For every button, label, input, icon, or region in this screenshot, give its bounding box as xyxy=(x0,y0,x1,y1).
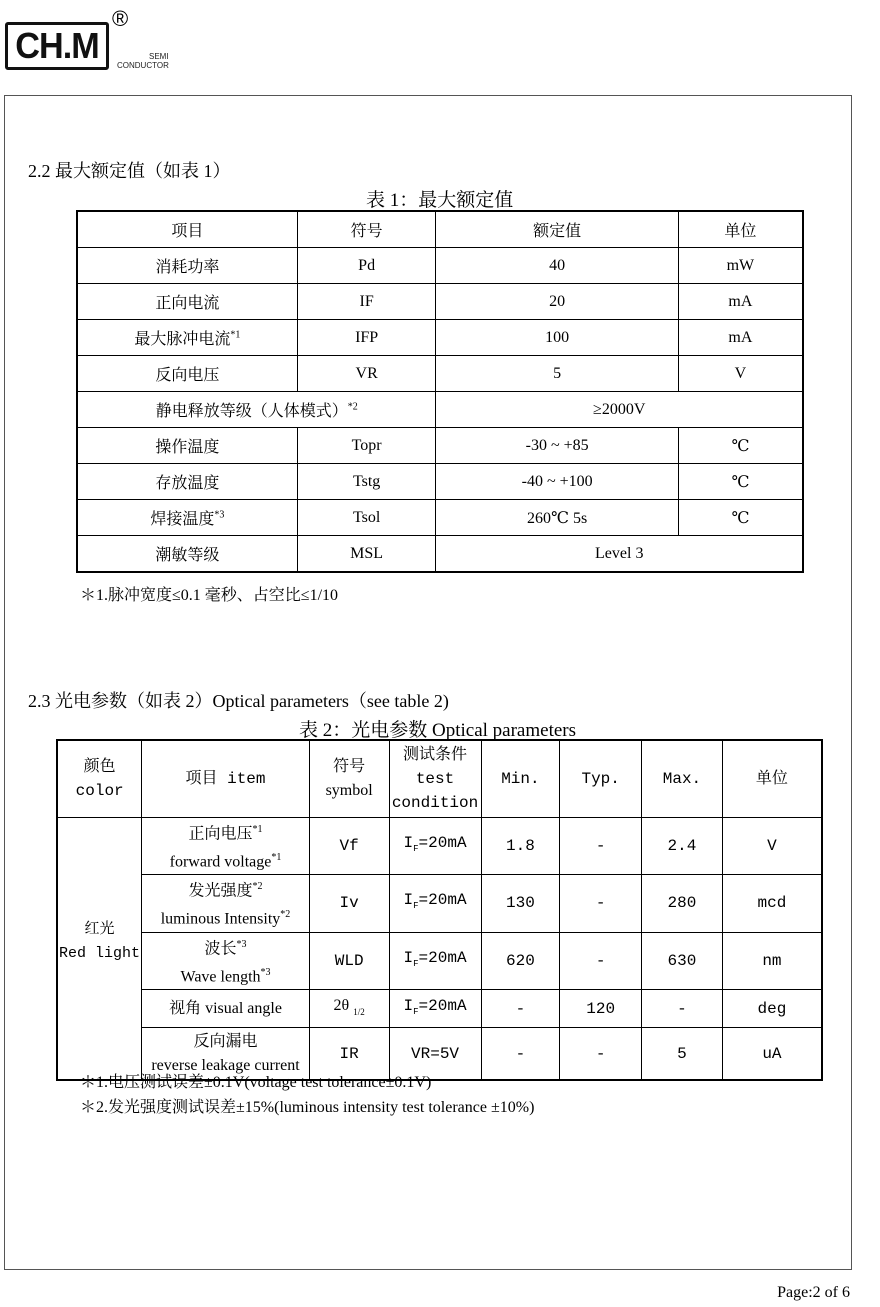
condition-cell xyxy=(389,990,481,1028)
unit-cell: V xyxy=(722,817,822,875)
table-row xyxy=(77,464,803,500)
typ-cell: - xyxy=(560,875,642,933)
cond-rest: =20mA xyxy=(418,996,467,1015)
typ-cell: 120 xyxy=(560,990,642,1028)
value-cell: Level 3 xyxy=(436,536,803,573)
registered-mark: ® xyxy=(112,6,129,31)
table2-caption: 表 2：光电参数 Optical parameters xyxy=(299,720,577,741)
condition-cell xyxy=(389,875,481,933)
table-row xyxy=(57,817,822,875)
table-row xyxy=(57,990,822,1028)
item-cell xyxy=(77,428,297,464)
item-cell: 视角 visual angle xyxy=(142,990,309,1028)
cond-i: I xyxy=(403,891,414,910)
footnote-mark: *3 xyxy=(214,509,225,521)
typ-cell: - xyxy=(560,817,642,875)
unit-cell: V xyxy=(678,356,803,392)
typ-cell: - xyxy=(560,1028,642,1080)
item-en: Wave length xyxy=(180,968,261,986)
item-cell xyxy=(77,320,297,356)
unit-cell: ℃ xyxy=(678,464,803,500)
cond-rest: =20mA xyxy=(418,891,467,910)
item-cell xyxy=(142,875,309,933)
unit-cell: nm xyxy=(722,932,822,990)
company-logo xyxy=(5,22,109,70)
cond-rest: =20mA xyxy=(418,949,467,968)
table-row xyxy=(77,428,803,464)
item-text: 正向电流 xyxy=(155,295,220,312)
header-symbol xyxy=(309,740,389,817)
unit-cell: mA xyxy=(678,284,803,320)
condition-cell: VR=5V xyxy=(389,1028,481,1080)
table-row xyxy=(77,320,803,356)
item-text: 存放温度 xyxy=(155,475,220,492)
item-cell xyxy=(77,536,297,573)
header-max: Max. xyxy=(642,740,723,817)
symbol-cell: Tstg xyxy=(297,464,436,500)
section-2-2-heading: 2.2 最大额定值（如表 1） xyxy=(28,161,231,181)
page-number: Page:2 of 6 xyxy=(777,1284,850,1301)
table-header-row xyxy=(57,740,822,817)
item-en: luminous Intensity xyxy=(160,910,281,928)
footnote-mark: *2 xyxy=(347,401,358,413)
item-cn: 反向漏电 xyxy=(193,1032,258,1050)
header-cell: 项目 xyxy=(77,211,297,248)
footnote-mark: *3 xyxy=(236,938,247,950)
item-cell xyxy=(77,464,297,500)
table-row xyxy=(77,248,803,284)
min-cell: 130 xyxy=(481,875,560,933)
condition-cell xyxy=(389,932,481,990)
header-color: 颜色 color xyxy=(57,740,142,817)
item-cell xyxy=(77,392,436,428)
max-cell: - xyxy=(642,990,723,1028)
semiconductor-label xyxy=(117,52,169,70)
header-min: Min. xyxy=(481,740,560,817)
symbol-cell: IFP xyxy=(297,320,436,356)
max-ratings-table xyxy=(76,210,804,573)
table2-footnote-1: ＊1.电压测试误差±0.1V(voltage test tolerance±0.1V) xyxy=(80,1074,432,1091)
logo-mark: CH.M xyxy=(15,25,99,66)
table-row xyxy=(77,392,803,428)
symbol-cell: MSL xyxy=(297,536,436,573)
footnote-mark: *1 xyxy=(230,329,241,341)
item-cell xyxy=(77,248,297,284)
section-2-3-heading: 2.3 光电参数（如表 2）Optical parameters（see table 2) xyxy=(28,691,449,711)
symbol-cell: Vf xyxy=(309,817,389,875)
cond-sub: F xyxy=(413,1007,419,1018)
header-unit: 单位 xyxy=(722,740,822,817)
item-text: 反向电压 xyxy=(155,367,220,384)
symbol-cell: Pd xyxy=(297,248,436,284)
min-cell: - xyxy=(481,1028,560,1080)
symbol-cell: IR xyxy=(309,1028,389,1080)
symbol-text: 2θ xyxy=(333,997,350,1015)
header-cond-cn: 测试条件 xyxy=(403,745,468,764)
item-text: 静电释放等级（人体模式） xyxy=(155,403,348,420)
conductor-text: CONDUCTOR xyxy=(117,61,169,70)
min-cell: 620 xyxy=(481,932,560,990)
symbol-cell xyxy=(309,990,389,1028)
item-text: 潮敏等级 xyxy=(155,547,220,564)
color-cell-lower xyxy=(57,990,142,1080)
max-cell: 5 xyxy=(642,1028,723,1080)
footnote-mark: *2 xyxy=(280,909,291,921)
item-text: 操作温度 xyxy=(155,439,220,456)
footnote-mark: *3 xyxy=(260,967,271,979)
item-cell xyxy=(77,356,297,392)
unit-cell: mW xyxy=(678,248,803,284)
symbol-sub: 1/2 xyxy=(353,1006,365,1017)
cond-i: I xyxy=(403,949,414,968)
header-typ: Typ. xyxy=(560,740,642,817)
header-item: 项目 item xyxy=(142,740,309,817)
cond-i: I xyxy=(403,996,414,1015)
table-row xyxy=(77,536,803,573)
cond-sub: F xyxy=(413,843,419,854)
item-en: reverse leakage current xyxy=(151,1056,300,1074)
semi-text: SEMI xyxy=(149,52,169,61)
symbol-cell: Topr xyxy=(297,428,436,464)
item-text: 消耗功率 xyxy=(155,259,220,276)
typ-cell: - xyxy=(560,932,642,990)
unit-cell: deg xyxy=(722,990,822,1028)
cond-rest: =20mA xyxy=(418,833,467,852)
cond-i: I xyxy=(403,833,414,852)
footnote-mark: *2 xyxy=(252,881,263,893)
unit-cell: ℃ xyxy=(678,500,803,536)
header-cell: 符号 xyxy=(297,211,436,248)
max-cell: 630 xyxy=(642,932,723,990)
symbol-cell: Tsol xyxy=(297,500,436,536)
value-cell: -30 ~ +85 xyxy=(436,428,678,464)
table2-footnote-2: ＊2.发光强度测试误差±15%(luminous intensity test tolerance ±10%) xyxy=(80,1099,535,1116)
header-condition xyxy=(389,740,481,817)
footnote-mark: *1 xyxy=(252,823,263,835)
optical-parameters-table xyxy=(56,739,823,1081)
unit-cell: ℃ xyxy=(678,428,803,464)
value-cell: 100 xyxy=(436,320,678,356)
cond-sub: F xyxy=(413,959,419,970)
footnote-mark: *1 xyxy=(271,851,282,863)
table-row xyxy=(57,932,822,990)
item-text: 最大脉冲电流 xyxy=(134,331,231,348)
item-cell xyxy=(142,817,309,875)
header-cell: 单位 xyxy=(678,211,803,248)
header-cond-en1: test xyxy=(415,769,455,788)
item-cell xyxy=(77,500,297,536)
symbol-cell: IF xyxy=(297,284,436,320)
color-en: Red light xyxy=(58,945,140,962)
item-cell xyxy=(142,932,309,990)
min-cell: 1.8 xyxy=(481,817,560,875)
table-row xyxy=(77,284,803,320)
table1-caption: 表 1：最大额定值 xyxy=(366,190,514,211)
unit-cell: mcd xyxy=(722,875,822,933)
color-cn: 红光 xyxy=(84,921,115,938)
condition-cell xyxy=(389,817,481,875)
value-cell: 20 xyxy=(436,284,678,320)
item-cn: 正向电压 xyxy=(188,824,253,842)
min-cell: - xyxy=(481,990,560,1028)
table-row xyxy=(57,875,822,933)
table-row xyxy=(77,356,803,392)
header-cond-en2: condition xyxy=(391,793,479,812)
item-cn: 波长 xyxy=(204,940,237,958)
max-cell: 2.4 xyxy=(642,817,723,875)
unit-cell: uA xyxy=(722,1028,822,1080)
table-header-row xyxy=(77,211,803,248)
table1-footnote: ＊1.脉冲宽度≤0.1 毫秒、占空比≤1/10 xyxy=(80,587,339,604)
header-symbol-cn: 符号 xyxy=(333,757,366,775)
symbol-cell: WLD xyxy=(309,932,389,990)
item-en: forward voltage xyxy=(169,853,272,871)
value-cell: 5 xyxy=(436,356,678,392)
value-cell: 40 xyxy=(436,248,678,284)
table-row xyxy=(77,500,803,536)
value-cell: ≥2000V xyxy=(436,392,803,428)
color-label xyxy=(57,918,142,966)
item-text: 焊接温度 xyxy=(150,511,215,528)
header-symbol-en: symbol xyxy=(325,781,373,799)
max-cell: 280 xyxy=(642,875,723,933)
value-cell: -40 ~ +100 xyxy=(436,464,678,500)
cond-sub: F xyxy=(413,901,419,912)
item-cell xyxy=(77,284,297,320)
symbol-cell: Iv xyxy=(309,875,389,933)
unit-cell: mA xyxy=(678,320,803,356)
symbol-cell: VR xyxy=(297,356,436,392)
header-cell: 额定值 xyxy=(436,211,678,248)
item-cn: 发光强度 xyxy=(188,882,253,900)
value-cell: 260℃ 5s xyxy=(436,500,678,536)
